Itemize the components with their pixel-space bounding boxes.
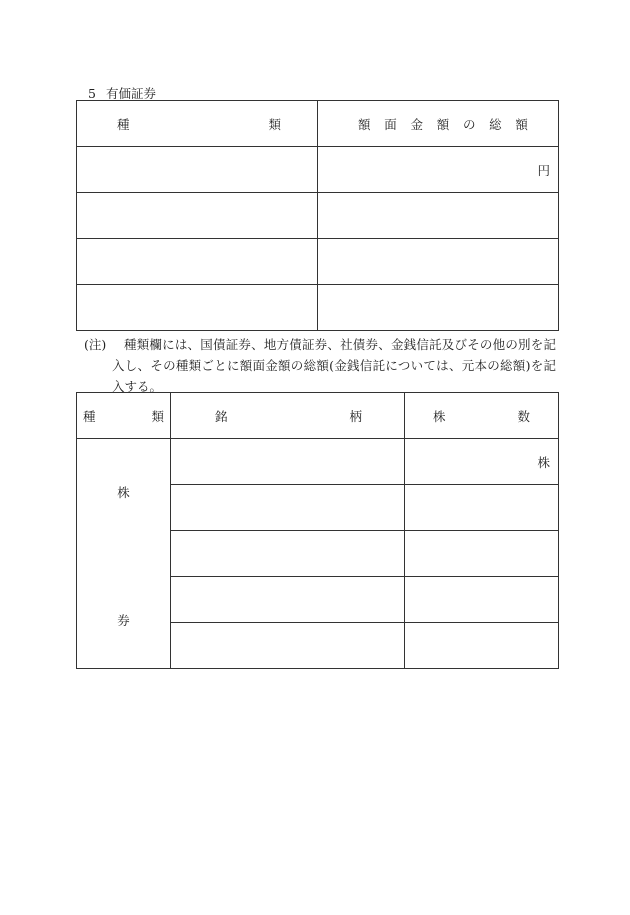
shares-cell[interactable] — [405, 485, 559, 531]
shares-cell[interactable] — [405, 623, 559, 669]
kind-cell[interactable] — [77, 193, 318, 239]
header-brand — [171, 393, 405, 439]
stock-table-header-row — [77, 393, 559, 439]
header-brand-char: 銘 — [215, 408, 228, 424]
header-face-char: 額 — [515, 116, 528, 132]
header-face-char: 面 — [384, 116, 397, 132]
table-row — [77, 239, 559, 285]
header-face-char: 金 — [410, 116, 423, 132]
header-kind — [77, 393, 171, 439]
stock-kind-cell — [77, 439, 171, 669]
total-face-value-cell[interactable] — [318, 285, 559, 331]
header-kind-char: 種 — [83, 408, 96, 424]
section-number: 5 — [88, 86, 96, 101]
header-shares — [405, 393, 559, 439]
kind-cell[interactable] — [77, 147, 318, 193]
securities-table — [76, 100, 559, 331]
total-face-value-cell[interactable] — [318, 193, 559, 239]
shares-cell[interactable] — [405, 531, 559, 577]
section-title-text: 有価証券 — [106, 86, 157, 101]
total-face-value-cell[interactable] — [318, 147, 559, 193]
header-face-char: 総 — [489, 116, 502, 132]
securities-table-header-row — [77, 101, 559, 147]
table-row — [77, 147, 559, 193]
shares-cell[interactable] — [405, 439, 559, 485]
header-kind-char: 類 — [151, 408, 164, 424]
header-face-char: 額 — [436, 116, 450, 132]
yen-unit: 円 — [537, 162, 550, 178]
brand-cell[interactable] — [171, 577, 405, 623]
brand-cell[interactable] — [171, 623, 405, 669]
header-face-char: 額 — [358, 116, 371, 132]
brand-cell[interactable] — [171, 439, 405, 485]
stock-kind-label-bottom: 券 — [117, 613, 130, 628]
table-row — [77, 285, 559, 331]
stock-table — [76, 392, 559, 669]
header-brand-char: 柄 — [349, 408, 362, 424]
header-total-face-value — [318, 101, 559, 147]
note — [84, 334, 556, 397]
kind-cell[interactable] — [77, 285, 318, 331]
total-face-value-cell[interactable] — [318, 239, 559, 285]
brand-cell[interactable] — [171, 531, 405, 577]
header-kind — [77, 101, 318, 147]
shares-cell[interactable] — [405, 577, 559, 623]
stock-kind-label-top: 株 — [117, 485, 130, 500]
header-kind-char: 類 — [268, 116, 281, 132]
kind-cell[interactable] — [77, 239, 318, 285]
brand-cell[interactable] — [171, 485, 405, 531]
shares-unit: 株 — [537, 454, 550, 470]
note-label: (注) — [84, 337, 107, 352]
note-text: 種類欄には、国債証券、地方債証券、社債券、金銭信託及びその他の別を記入し、その種類ごとに額面金額の総額(金銭信託については、元本の総額)を記入する。 — [112, 337, 556, 394]
header-kind-char: 種 — [117, 116, 130, 132]
header-face-char: の — [462, 116, 476, 132]
header-shares-char: 数 — [517, 408, 530, 424]
table-row — [77, 439, 559, 485]
table-row — [77, 193, 559, 239]
header-shares-char: 株 — [433, 408, 446, 424]
